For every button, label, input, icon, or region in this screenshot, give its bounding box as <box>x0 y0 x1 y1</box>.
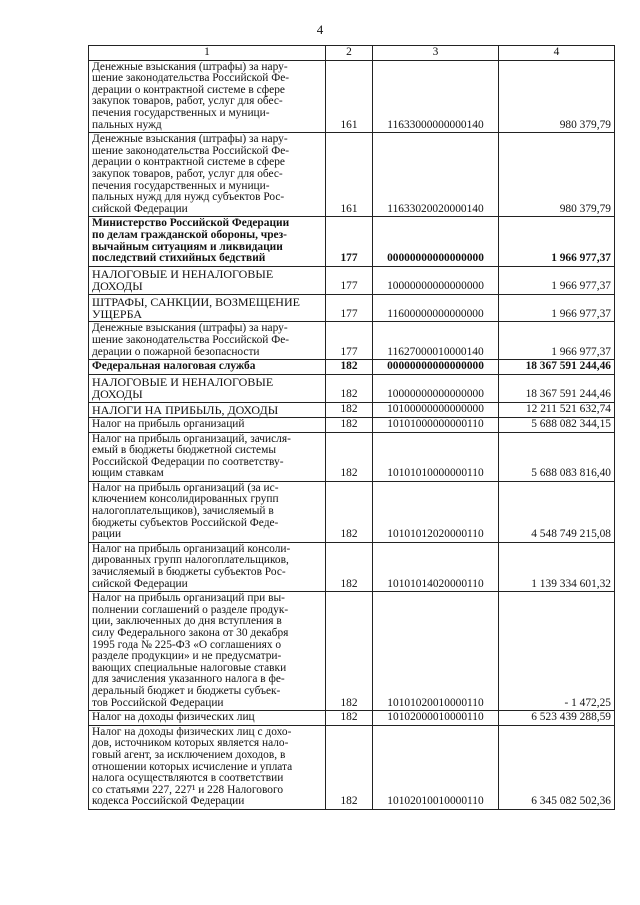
revenue-table <box>88 45 615 810</box>
row-name: Денежные взыскания (штрафы) за нару- шение законодательства Российской Фе- дерации о контрактной системе в сфере закупок товаров, работ, услуг для обес- печения государственных и муници- пальных нужд для нужд субъектов Рос- сийской Федерации <box>89 133 326 217</box>
row-kbk-code: 10101000000000110 <box>373 417 499 432</box>
row-amount: 1 966 977,37 <box>499 217 615 266</box>
table-row <box>89 322 615 360</box>
row-amount: 5 688 082 344,15 <box>499 417 615 432</box>
table-row <box>89 374 615 402</box>
table-header-row <box>89 46 615 61</box>
row-kbk-code: 00000000000000000 <box>373 360 499 375</box>
row-admin-code: 182 <box>326 432 373 481</box>
row-admin-code: 177 <box>326 294 373 322</box>
row-admin-code: 182 <box>326 360 373 375</box>
row-admin-code: 177 <box>326 266 373 294</box>
row-kbk-code: 11633000000000140 <box>373 60 499 133</box>
row-name: Денежные взыскания (штрафы) за нару- шение законодательства Российской Фе- дерации о пожарной безопасности <box>89 322 326 360</box>
row-amount: 1 139 334 601,32 <box>499 542 615 591</box>
row-amount: 1 966 977,37 <box>499 294 615 322</box>
row-name: НАЛОГОВЫЕ И НЕНАЛОГОВЫЕ ДОХОДЫ <box>89 266 326 294</box>
row-name: Налог на доходы физических лиц с дохо- дов, источником которых является нало- говый агент, за исключением доходов, в отношении которых исчисление и уплата налога осуществляются в соответствии со статьями 227, 227¹ и 228 Налогового кодекса Российской Федерации <box>89 725 326 809</box>
row-name: НАЛОГОВЫЕ И НЕНАЛОГОВЫЕ ДОХОДЫ <box>89 374 326 402</box>
row-name: ШТРАФЫ, САНКЦИИ, ВОЗМЕЩЕНИЕ УЩЕРБА <box>89 294 326 322</box>
row-admin-code: 182 <box>326 402 373 417</box>
row-name: Федеральная налоговая служба <box>89 360 326 375</box>
row-kbk-code: 10100000000000000 <box>373 402 499 417</box>
table-row <box>89 360 615 375</box>
row-kbk-code: 10101010000000110 <box>373 432 499 481</box>
table-row <box>89 133 615 217</box>
header-col-1: 1 <box>89 46 326 61</box>
row-admin-code: 161 <box>326 60 373 133</box>
row-amount: 18 367 591 244,46 <box>499 360 615 375</box>
row-name: Денежные взыскания (штрафы) за нару- шение законодательства Российской Фе- дерации о контрактной системе в сфере закупок товаров, работ, услуг для обес- печения государственных и муници- пальных нужд <box>89 60 326 133</box>
row-admin-code: 177 <box>326 217 373 266</box>
table-row <box>89 402 615 417</box>
row-name: Налог на прибыль организаций при вы- полнении соглашений о разделе продук- ции, заключенных до дня вступления в силу Федерального закона от 30 декабря 1995 года № 225-ФЗ «О соглашениях о разделе продукции» и не предусматри- вающих специальные налоговые ставки для зачисления указанного налога в фе- деральный бюджет и бюджеты субъек- тов Российской Федерации <box>89 592 326 711</box>
row-name: Налог на прибыль организаций консоли- дированных групп налогоплательщиков, зачисляемый в бюджеты субъектов Рос- сийской Федерации <box>89 542 326 591</box>
row-amount: 6 523 439 288,59 <box>499 711 615 726</box>
row-kbk-code: 11600000000000000 <box>373 294 499 322</box>
header-col-3: 3 <box>373 46 499 61</box>
table-row <box>89 432 615 481</box>
row-kbk-code: 11633020020000140 <box>373 133 499 217</box>
row-kbk-code: 10102000010000110 <box>373 711 499 726</box>
header-col-4: 4 <box>499 46 615 61</box>
header-col-2: 2 <box>326 46 373 61</box>
table-row <box>89 711 615 726</box>
row-name: Налог на прибыль организаций (за ис- ключением консолидированных групп налогоплательщиков), зачисляемый в бюджеты субъектов Российской Феде- рации <box>89 481 326 542</box>
table-row <box>89 417 615 432</box>
row-kbk-code: 10101020010000110 <box>373 592 499 711</box>
table-row <box>89 266 615 294</box>
table-row <box>89 217 615 266</box>
row-amount: 18 367 591 244,46 <box>499 374 615 402</box>
row-amount: 980 379,79 <box>499 60 615 133</box>
table-row <box>89 294 615 322</box>
row-kbk-code: 10101014020000110 <box>373 542 499 591</box>
row-admin-code: 182 <box>326 374 373 402</box>
row-amount: 6 345 082 502,36 <box>499 725 615 809</box>
row-amount: 12 211 521 632,74 <box>499 402 615 417</box>
table-row <box>89 725 615 809</box>
row-name: Министерство Российской Федерации по делам гражданской обороны, чрез- вычайным ситуациям и ликвидации последствий стихийных бедствий <box>89 217 326 266</box>
row-admin-code: 161 <box>326 133 373 217</box>
row-admin-code: 182 <box>326 725 373 809</box>
page-number: 4 <box>316 22 324 37</box>
row-kbk-code: 00000000000000000 <box>373 217 499 266</box>
row-name: НАЛОГИ НА ПРИБЫЛЬ, ДОХОДЫ <box>89 402 326 417</box>
row-kbk-code: 10000000000000000 <box>373 266 499 294</box>
table-row <box>89 60 615 133</box>
row-kbk-code: 10101012020000110 <box>373 481 499 542</box>
row-name: Налог на прибыль организаций, зачисля- емый в бюджеты бюджетной системы Российской Федерации по соответству- ющим ставкам <box>89 432 326 481</box>
row-kbk-code: 10000000000000000 <box>373 374 499 402</box>
row-admin-code: 182 <box>326 481 373 542</box>
row-amount: 1 966 977,37 <box>499 322 615 360</box>
row-amount: 5 688 083 816,40 <box>499 432 615 481</box>
row-amount: 980 379,79 <box>499 133 615 217</box>
row-kbk-code: 11627000010000140 <box>373 322 499 360</box>
row-amount: 4 548 749 215,08 <box>499 481 615 542</box>
row-amount: 1 966 977,37 <box>499 266 615 294</box>
table-row <box>89 542 615 591</box>
table-row <box>89 481 615 542</box>
row-admin-code: 182 <box>326 417 373 432</box>
row-name: Налог на доходы физических лиц <box>89 711 326 726</box>
row-kbk-code: 10102010010000110 <box>373 725 499 809</box>
row-admin-code: 182 <box>326 542 373 591</box>
row-admin-code: 177 <box>326 322 373 360</box>
row-admin-code: 182 <box>326 711 373 726</box>
row-amount: - 1 472,25 <box>499 592 615 711</box>
table-row <box>89 592 615 711</box>
row-name: Налог на прибыль организаций <box>89 417 326 432</box>
row-admin-code: 182 <box>326 592 373 711</box>
